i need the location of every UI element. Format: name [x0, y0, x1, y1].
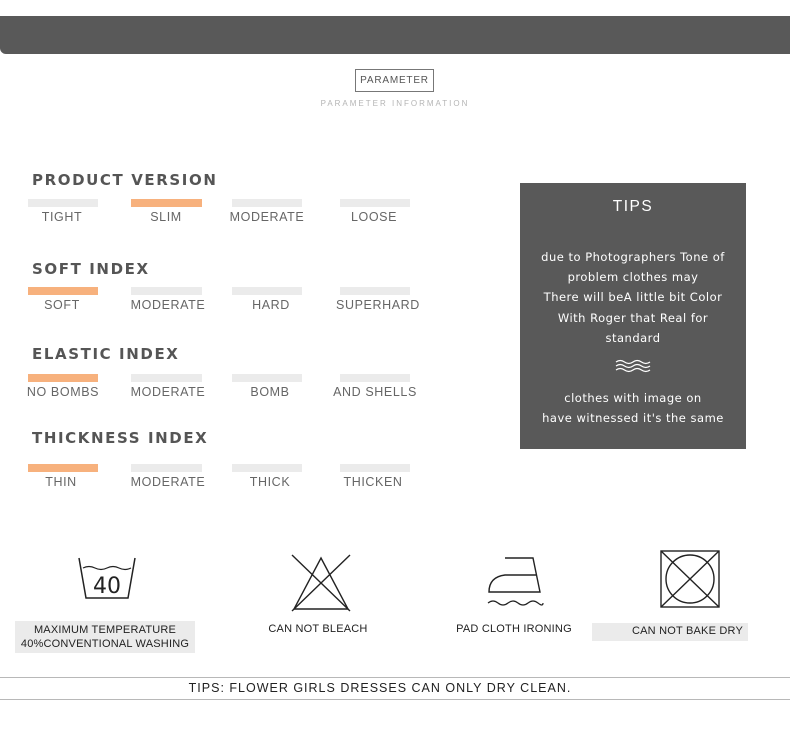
elastic-index-option: NO BOMBS [26, 385, 100, 399]
soft-index-bar-soft [28, 287, 98, 295]
care-label-line: MAXIMUM TEMPERATURE [33, 624, 177, 636]
soft-index-bar-superhard [340, 287, 410, 295]
no-bleach-icon [290, 553, 352, 613]
soft-index-option: MODERATE [130, 298, 206, 312]
divider-line-bottom [0, 699, 790, 700]
thickness-index-bar-moderate [131, 464, 202, 472]
wave-divider-icon [615, 359, 651, 373]
elastic-index-title: ELASTIC INDEX [32, 345, 180, 363]
elastic-index-option: MODERATE [130, 385, 206, 399]
soft-index-option: SUPERHARD [336, 298, 420, 312]
elastic-index-bar-bomb [232, 374, 302, 382]
care-label-no-bleach: CAN NOT BLEACH [268, 623, 368, 635]
soft-index-option: HARD [252, 298, 290, 312]
elastic-index-bar-and-shells [340, 374, 410, 382]
top-banner-bar [0, 16, 790, 54]
product-version-bar-moderate [232, 199, 302, 207]
elastic-index-option: AND SHELLS [333, 385, 417, 399]
tips-line: With Roger that Real for [557, 310, 709, 325]
product-version-bar-slim [131, 199, 202, 207]
elastic-index-bar-no-bombs [28, 374, 98, 382]
thickness-index-option: THICK [249, 475, 291, 489]
tips-line: have witnessed it's the same [542, 411, 724, 426]
wash-temperature-text: 40 [93, 574, 121, 599]
soft-index-title: SOFT INDEX [32, 260, 150, 278]
soft-index-bar-hard [232, 287, 302, 295]
thickness-index-bar-thicken [340, 464, 410, 472]
elastic-index-option: BOMB [250, 385, 290, 399]
tips-line: standard [605, 330, 661, 345]
product-version-bar-loose [340, 199, 410, 207]
care-label-wash [15, 621, 195, 653]
thickness-index-option: THIN [45, 475, 77, 489]
thickness-index-bar-thin [28, 464, 98, 472]
parameter-subtitle: PARAMETER INFORMATION [320, 99, 470, 108]
product-version-option: SLIM [150, 210, 182, 224]
tips-text-block-2 [520, 388, 746, 428]
parameter-badge: PARAMETER [355, 69, 434, 92]
product-version-option: LOOSE [350, 210, 398, 224]
tips-line: problem clothes may [567, 270, 699, 285]
iron-pad-cloth-icon [485, 555, 547, 609]
thickness-index-bar-thick [232, 464, 302, 472]
dry-clean-tip: TIPS: FLOWER GIRLS DRESSES CAN ONLY DRY CLEAN. [188, 681, 572, 695]
product-version-bar-tight [28, 199, 98, 207]
tips-title: TIPS [612, 198, 654, 215]
wash-40-icon [76, 555, 138, 601]
tips-text-block [520, 247, 746, 348]
product-version-option: MODERATE [229, 210, 305, 224]
tips-line: There will beA little bit Color [543, 290, 723, 305]
product-version-option: TIGHT [41, 210, 83, 224]
elastic-index-bar-moderate [131, 374, 202, 382]
thickness-index-option: THICKEN [343, 475, 403, 489]
soft-index-option: SOFT [44, 298, 80, 312]
thickness-index-option: MODERATE [130, 475, 206, 489]
soft-index-bar-moderate [131, 287, 202, 295]
care-label-line: 40%CONVENTIONAL WASHING [20, 638, 190, 650]
tips-line: clothes with image on [564, 391, 702, 405]
tips-panel [520, 183, 746, 449]
care-label-iron: PAD CLOTH IRONING [456, 623, 572, 635]
tips-line: due to Photographers Tone of [541, 250, 725, 264]
product-version-title: PRODUCT VERSION [32, 171, 218, 189]
divider-line-top [0, 677, 790, 678]
thickness-index-title: THICKNESS INDEX [32, 429, 209, 447]
care-label-no-dry: CAN NOT BAKE DRY [592, 623, 748, 641]
no-tumble-dry-icon [659, 549, 721, 609]
